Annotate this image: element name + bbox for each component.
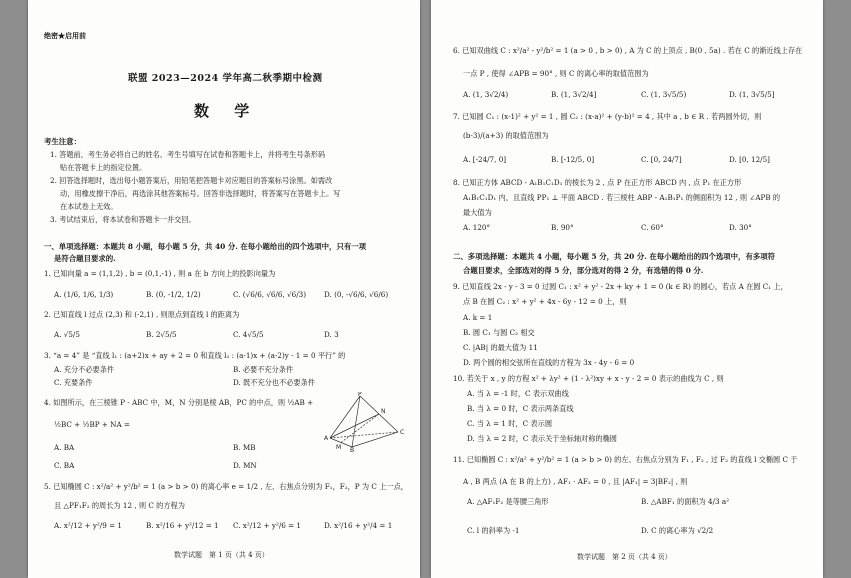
exam-title: 联盟 2023—2024 学年高二秋季期中检测 [128, 73, 323, 84]
q7-option-d: D. [0, 12/5] [729, 155, 770, 164]
confidential-header: 绝密★启用前 [44, 31, 86, 40]
question-4-stem: 4. 如图所示，在三棱锥 P - ABC 中，M，N 分别是棱 AB，PC 的中点，则 ½AB + [44, 398, 314, 407]
q4-option-a: A. BA [54, 443, 75, 452]
section-1-heading: 是符合题目要求的. [54, 254, 116, 263]
q1-option-a: A. (1/6, 1/6, 1/3) [54, 290, 114, 299]
question-1-stem: 1. 已知向量 a = (1,1,2) , b = (0,1,-1) , 则 a 在 b 方向上的投影向量为 [44, 269, 276, 278]
question-10-stem: 10. 若关于 x , y 的方程 x² + λy² + (1 - λ²)xy + x - y - 2 = 0 表示的曲线为 C , 则 [453, 374, 724, 383]
section-2-heading: 合题目要求，全部选对的得 5 分，部分选对的得 2 分，有选错的得 0 分. [463, 266, 704, 275]
q11-option-d: D. C 的离心率为 √2/2 [641, 526, 714, 535]
segment-na [330, 414, 379, 438]
q11-option-b: B. △ABF₁ 的面积为 4/3 a² [641, 497, 730, 506]
segment-mn [341, 414, 379, 443]
q8-option-a: A. 120° [463, 223, 491, 232]
page-footer: 数学试题 第 2 页（共 4 页） [577, 553, 672, 561]
question-6-stem: 6. 已知双曲线 C : x²/a² - y²/b² = 1 (a > 0 , b > 0) , A 为 C 的上顶点 , B(0 , 5a) . 若在 C 的渐近线上存在 [453, 46, 803, 55]
exam-page-2 [431, 0, 823, 578]
notice-line: 在本试卷上无效。 [60, 202, 118, 211]
q9-option-b: B. 圆 C₁ 与圆 C₂ 相交 [463, 328, 535, 337]
q10-option-d: D. 当 λ = 2 时，C 表示关于坐标轴对称的椭圆 [467, 434, 617, 443]
q6-option-d: D. (1, 3√5/5] [729, 90, 775, 99]
exam-page-1 [28, 0, 420, 578]
subject-title: 数 学 [194, 102, 260, 120]
q6-option-a: A. (1, 3√2/4) [463, 90, 509, 99]
q3-option-b: B. 必要不充分条件 [233, 365, 294, 374]
q10-option-c: C. 当 λ = 1 时，C 表示圆 [467, 419, 553, 428]
label-b: B [350, 447, 355, 452]
question-3-stem: 3. “a = 4” 是 “直线 l₁ : (a+2)x + ay + 2 = 0 和直线 l₂ : (a-1)x + (a-2)y - 1 = 0 平行” 的 [44, 351, 346, 360]
q5-option-c: C. x²/12 + y²/6 = 1 [233, 521, 302, 530]
q9-option-d: D. 两个圆的相交弦所在直线的方程为 3x - 4y - 6 = 0 [463, 358, 635, 367]
q10-option-b: B. 当 λ = 0 时，C 表示两条直线 [467, 404, 574, 413]
page-footer: 数学试题 第 1 页（共 4 页） [174, 551, 269, 559]
q10-option-a: A. 当 λ = -1 时，C 表示双曲线 [467, 389, 569, 398]
question-11-stem: A , B 两点 (A 在 B 的上方) , AF₁ · AF₂ = 0 , 且 |AF₁| = 3|BF₂| , 则 [463, 477, 688, 486]
label-c: C [400, 429, 405, 436]
question-5-stem: 且 △PF₁F₂ 的周长为 12 , 则 C 的方程为 [54, 501, 185, 510]
edge-pb [352, 396, 360, 447]
q1-option-c: C. (√6/6, √6/6, √6/3) [233, 290, 307, 299]
q8-option-d: D. 30° [729, 223, 752, 232]
edge-bc [352, 432, 398, 447]
q1-option-d: D. (0, -√6/6, √6/6) [324, 290, 389, 299]
section-1-heading: 一、单项选择题：本题共 8 小题，每小题 5 分，共 40 分. 在每小题给出的四个选项中，只有一项 [44, 242, 367, 251]
question-7-stem: (b-3)/(a+3) 的取值范围为 [463, 131, 549, 140]
q9-option-c: C. |AB| 的最大值为 11 [463, 343, 538, 352]
q4-option-c: C. BA [54, 461, 75, 470]
notice-line: 1. 答题前，考生务必将自己的姓名、考生号填写在试卷和答题卡上，并将考生号条形码 [50, 150, 326, 159]
q8-option-b: B. 90° [551, 223, 574, 232]
notice-line: 3. 考试结束后，将本试卷和答题卡一并交回。 [50, 215, 196, 224]
question-9-stem: 9. 已知直线 2x - y - 3 = 0 过圆 C₁ : x² + y² - 2x + ky + 1 = 0 (k ∈ R) 的圆心，若点 A 在圆 C₁ 上， [453, 282, 788, 291]
notice-line: 2. 回答选择题时，选出每小题答案后，用铅笔把答题卡对应题目的答案标号涂黑。如需改 [50, 176, 333, 185]
q2-option-c: C. 4√5/5 [233, 330, 264, 339]
q2-option-a: A. √5/5 [54, 330, 80, 339]
question-2-stem: 2. 已知直线 l 过点 (2,3) 和 (-2,1) , 则原点到直线 l 的距离为 [44, 310, 240, 319]
label-n: N [381, 408, 386, 415]
q4-option-d: D. MN [233, 461, 257, 470]
q5-option-b: B. x²/16 + y²/12 = 1 [146, 521, 219, 530]
tetrahedron-figure [324, 392, 408, 452]
notice-title: 考生注意： [44, 137, 81, 146]
q2-option-d: D. 3 [324, 330, 339, 339]
question-6-stem: 一点 P , 使得 ∠APB = 90° , 则 C 的离心率的取值范围为 [463, 69, 649, 78]
q7-option-a: A. [-24/7, 0] [463, 155, 507, 164]
question-8-stem: 最大值为 [463, 208, 492, 217]
q1-option-b: B. (0, -1/2, 1/2) [146, 290, 201, 299]
notice-line: 贴在答题卡上的指定位置。 [60, 163, 147, 172]
question-8-stem: 8. 已知正方体 ABCD - A₁B₁C₁D₁ 的棱长为 2 , 点 P 在正方形 ABCD 内 , 点 P₁ 在正方形 [453, 178, 742, 187]
label-m: M [336, 444, 342, 451]
q7-option-b: B. [-12/5, 0] [551, 155, 595, 164]
q9-option-a: A. k = 1 [463, 313, 493, 322]
q11-option-c: C. l 的斜率为 -1 [467, 526, 520, 535]
label-p: P [358, 392, 362, 398]
q3-option-c: C. 充要条件 [54, 378, 93, 387]
q6-option-b: B. (1, 3√2/4] [551, 90, 597, 99]
question-9-stem: 点 B 在圆 C₂ : x² + y² + 4x - 6y - 12 = 0 上，则 [463, 297, 627, 306]
q5-option-a: A. x²/12 + y²/9 = 1 [54, 521, 122, 530]
notice-line: 动，用橡皮擦干净后，再选涂其他答案标号。回答非选择题时，将答案写在答题卡上。写 [60, 189, 341, 198]
section-2-heading: 二、多项选择题：本题共 4 小题，每小题 5 分，共 20 分. 在每小题给出的四个选项中，有多项符 [453, 252, 776, 261]
question-7-stem: 7. 已知圆 C₁ : (x-1)² + y² = 1 , 圆 C₂ : (x-a)² + (y-b)² = 4 , 其中 a , b ∈ R . 若两圆外切，则 [453, 112, 762, 121]
q3-option-a: A. 充分不必要条件 [54, 365, 115, 374]
q2-option-b: B. 2√5/5 [146, 330, 177, 339]
question-11-stem: 11. 已知椭圆 C : x²/a² + y²/b² = 1 (a > b > 0) 的左、右焦点分别为 F₁ , F₂ , 过 F₂ 的直线 l 交椭圆 C 于 [453, 455, 798, 464]
q4-option-b: B. MB [233, 443, 256, 452]
q11-option-a: A. △AF₁F₂ 是等腰三角形 [467, 497, 549, 506]
q7-option-c: C. [0, 24/7] [641, 155, 682, 164]
label-a: A [324, 435, 329, 442]
question-5-stem: 5. 已知椭圆 C : x²/a² + y²/b² = 1 (a > b > 0) 的离心率 e = 1/2 , 左、右焦点分别为 F₁，F₂，P 为 C 上一点， [44, 482, 408, 491]
q3-option-d: D. 既不充分也不必要条件 [233, 378, 315, 387]
q5-option-d: D. x²/16 + y²/4 = 1 [324, 521, 393, 530]
q8-option-c: C. 60° [641, 223, 664, 232]
question-4-stem: ½BC + ½BP + NA = [54, 420, 130, 429]
question-8-stem: A₁B₁C₁D₁ 内，且直线 PP₁ ⊥ 平面 ABCD . 若三棱柱 ABP - A₁B₁P₁ 的侧面积为 12 , 则 ∠APB 的 [463, 193, 781, 202]
q6-option-c: C. (1, 3√5/5) [641, 90, 687, 99]
